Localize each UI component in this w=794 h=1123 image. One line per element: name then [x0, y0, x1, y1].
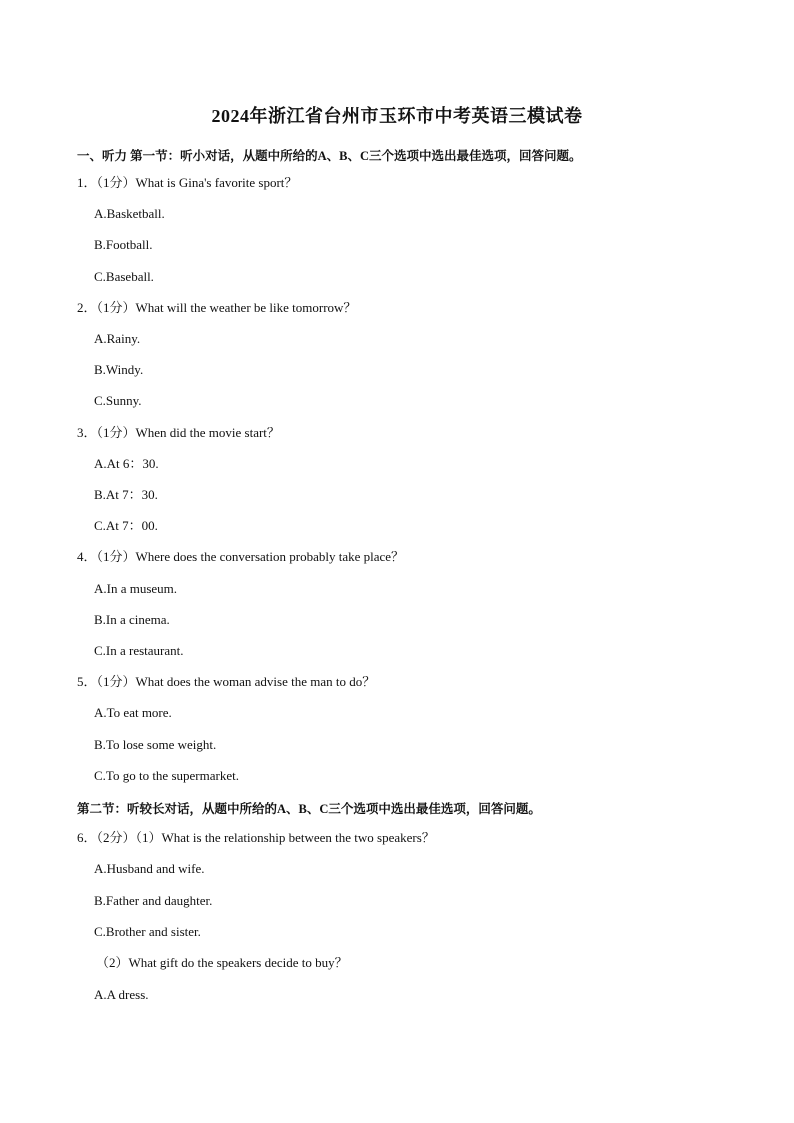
exam-title: 2024年浙江省台州市玉环市中考英语三模试卷 — [211, 106, 583, 126]
question-4-option-a: A.In a museum. — [94, 581, 178, 596]
question-1-option-b: B.Football. — [94, 237, 153, 252]
question-6-option-b: B.Father and daughter. — [94, 893, 213, 908]
question-5: 5．（1分）What does the woman advise the man to do？ — [77, 674, 376, 689]
question-5-option-b: B.To lose some weight. — [94, 737, 217, 752]
question-2-option-b: B.Windy. — [94, 362, 144, 377]
question-6-option-a: A.Husband and wife. — [94, 861, 205, 876]
question-3-option-b: B.At 7：30. — [94, 487, 158, 502]
question-5-option-c: C.To go to the supermarket. — [94, 768, 239, 783]
question-5-option-a: A.To eat more. — [94, 705, 172, 720]
question-6-part-2-option-a: A.A dress. — [94, 987, 149, 1002]
question-6: 6．（2分）（1）What is the relationship between the two speakers？ — [77, 830, 435, 845]
question-4: 4．（1分）Where does the conversation probably take place？ — [77, 549, 405, 564]
question-1-option-a: A.Basketball. — [94, 206, 165, 221]
question-1: 1．（1分）What is Gina's favorite sport？ — [77, 175, 298, 190]
question-6-part-2: （2）What gift do the speakers decide to buy？ — [96, 955, 348, 970]
question-2-option-a: A.Rainy. — [94, 331, 141, 346]
question-4-option-c: C.In a restaurant. — [94, 643, 184, 658]
question-3-option-a: A.At 6：30. — [94, 456, 159, 471]
question-2-option-c: C.Sunny. — [94, 393, 142, 408]
question-1-option-c: C.Baseball. — [94, 269, 154, 284]
question-2: 2．（1分）What will the weather be like tomorrow？ — [77, 300, 357, 315]
section-listening-part2-heading: 第二节：听较长对话，从题中所给的A、B、C三个选项中选出最佳选项，回答问题。 — [77, 802, 541, 816]
question-3: 3．（1分）When did the movie start？ — [77, 425, 280, 440]
question-6-option-c: C.Brother and sister. — [94, 924, 201, 939]
question-3-option-c: C.At 7：00. — [94, 518, 158, 533]
section-listening-part1-heading: 一、听力 第一节：听小对话，从题中所给的A、B、C三个选项中选出最佳选项，回答问题。 — [77, 149, 582, 163]
question-4-option-b: B.In a cinema. — [94, 612, 170, 627]
